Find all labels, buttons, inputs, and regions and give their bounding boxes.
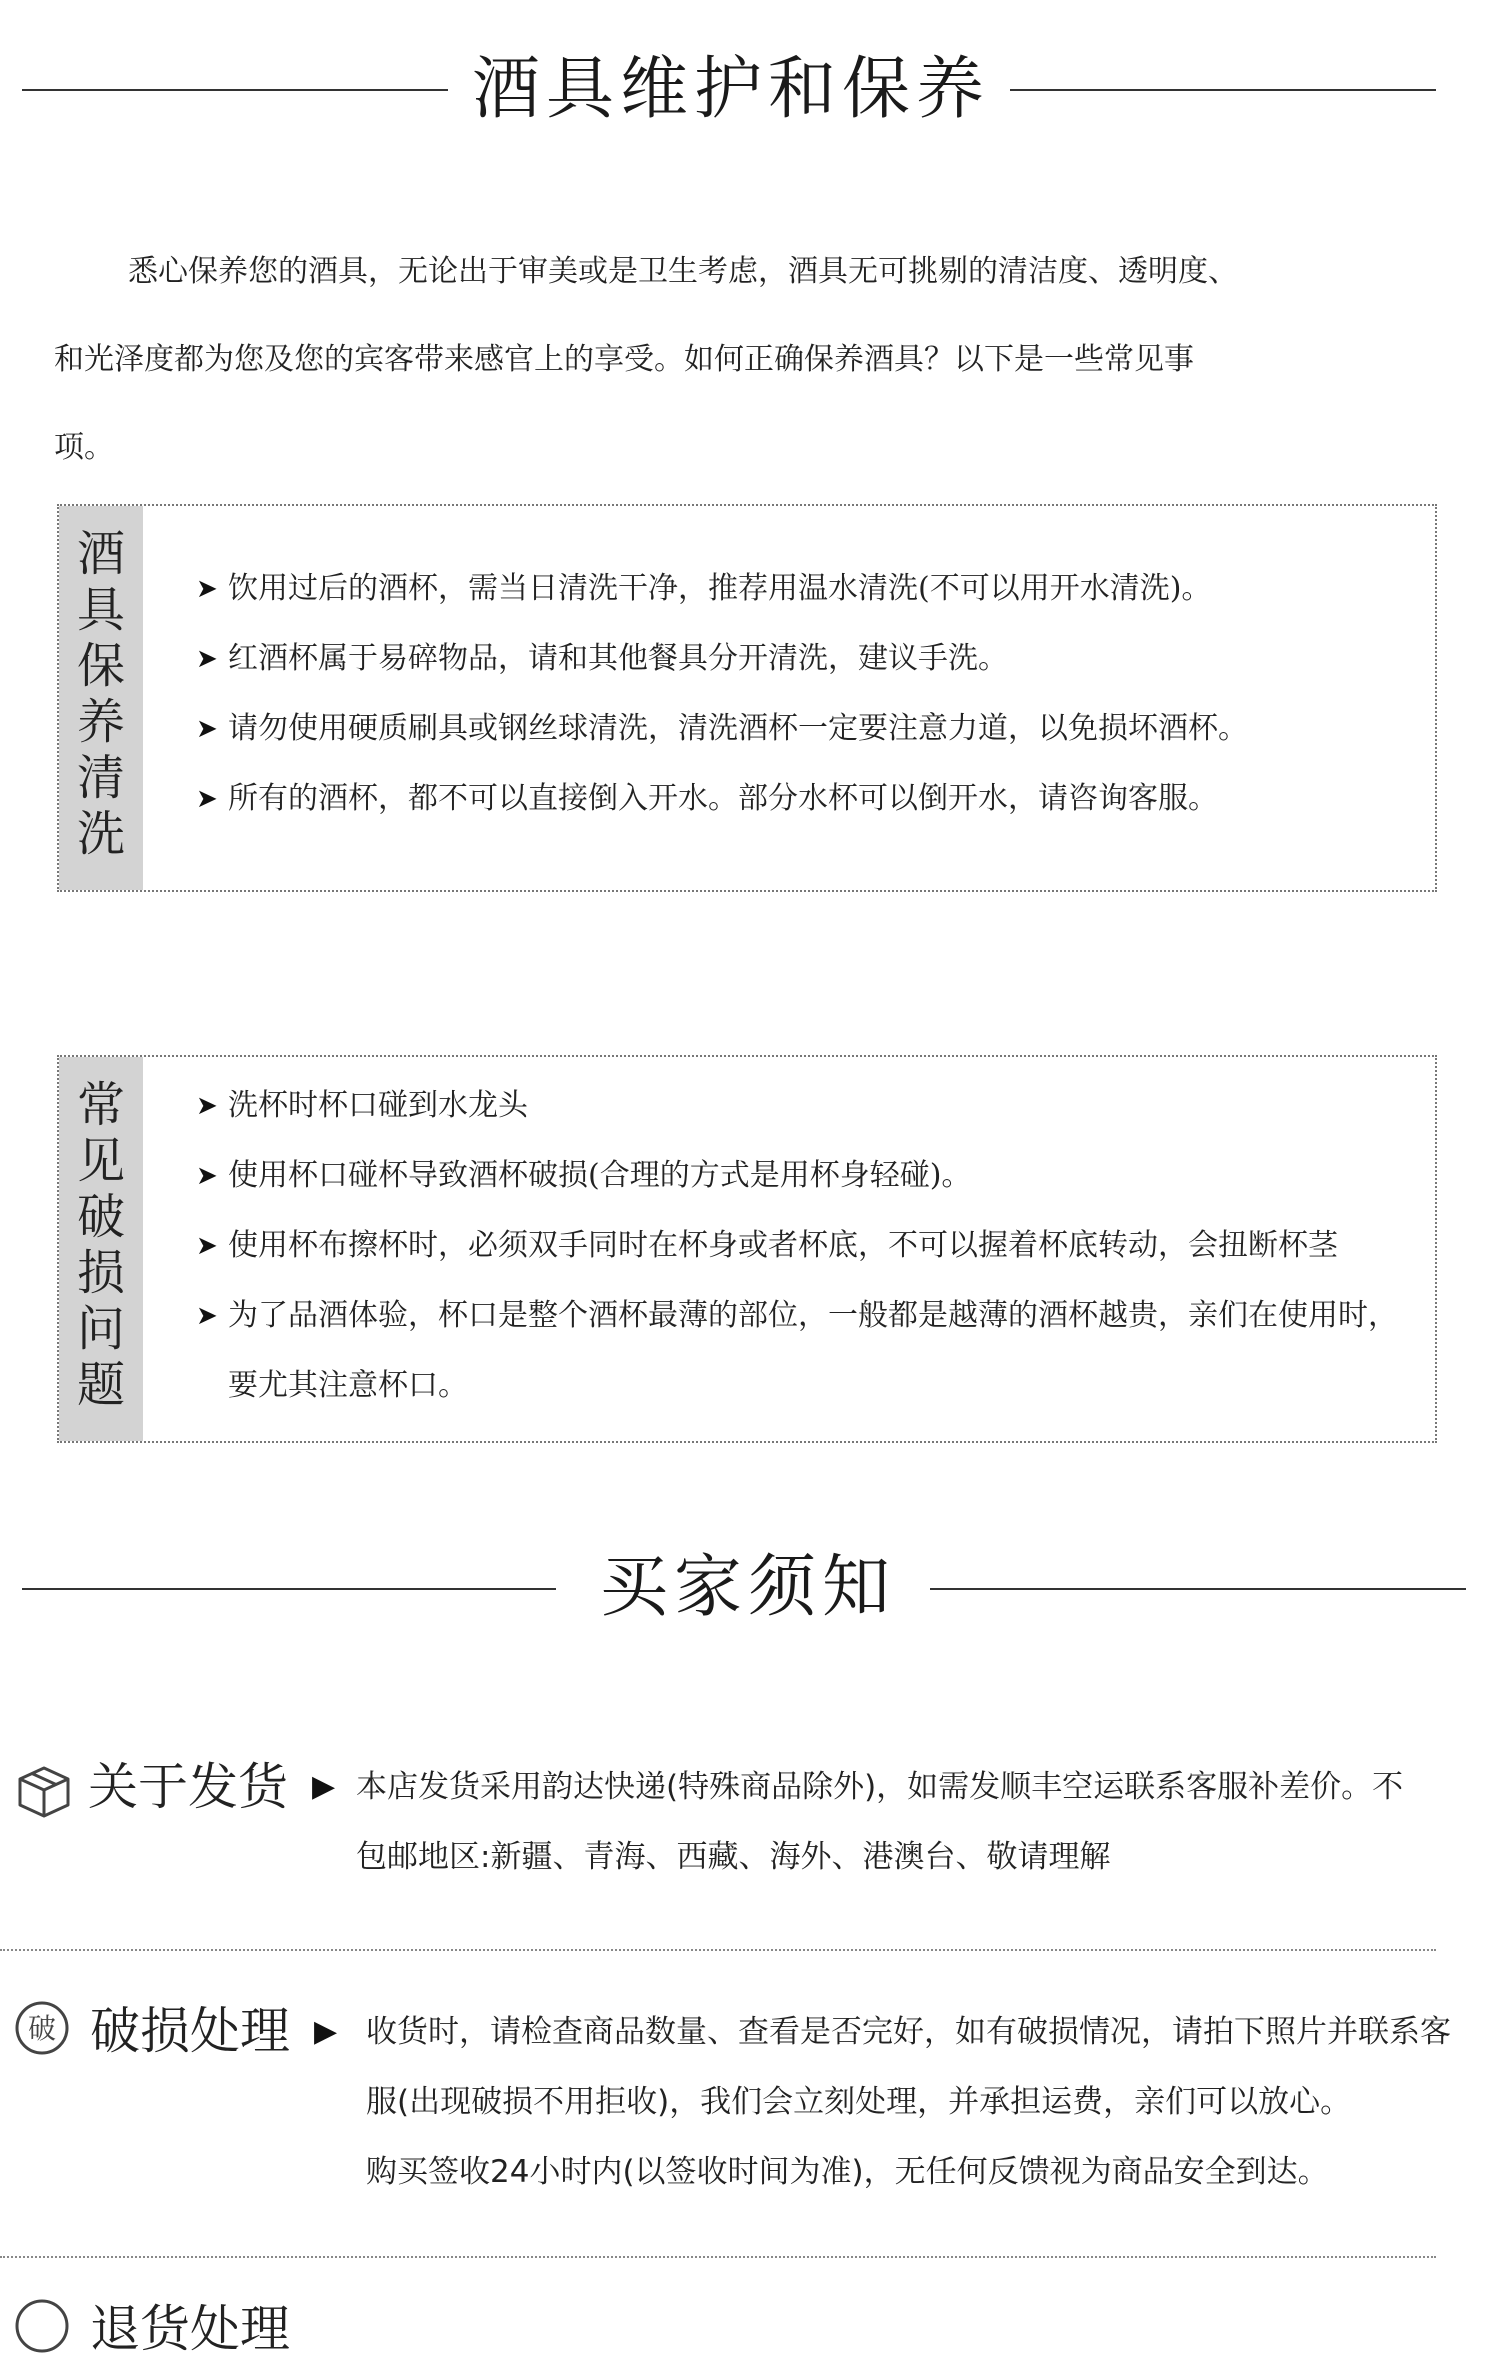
shipping-title: 关于发货 [88,1758,288,1816]
section2-title: 买家须知 [600,1548,897,1627]
section2-left-rule [22,1588,556,1590]
bullet-arrow-icon: ➤ [196,1231,218,1261]
cleaning-side-panel [59,506,143,890]
list-item: ➤ 请勿使用硬质刷具或钢丝球清洗，清洗酒杯一定要注意力道，以免损坏酒杯。 [196,694,1415,764]
bullet-arrow-icon: ➤ [196,714,218,744]
svg-text:破: 破 [27,2012,57,2045]
breakage-side-label: 常 见 破 损 问 题 [76,1077,125,1413]
intro-line-2: 和光泽度都为您及您的宾客带来感官上的享受。如何正确保养酒具？以下是一些常见事 [54,342,1194,377]
damage-text: 收货时，请检查商品数量、查看是否完好，如有破损情况，请拍下照片并联系客 服(出现破损不用拒收)，我们会立刻处理，并承担运费，亲们可以放心。 购买签收24小时内(以签收时间为准)，无任何反馈视为商品安全到达。 [366,2014,1451,2190]
list-item: ➤ 红酒杯属于易碎物品，请和其他餐具分开清洗，建议手洗。 [196,624,1415,694]
section1-right-rule [1010,89,1436,91]
section2-right-rule [930,1588,1466,1590]
list-item: ➤ 为了品酒体验，杯口是整个酒杯最薄的部位，一般都是越薄的酒杯越贵，亲们在使用时，要尤其注意杯口。 [196,1281,1415,1421]
intro-paragraph [54,228,1414,492]
triangle-right-icon: ▶ [314,2014,338,2049]
intro-line-3: 项。 [54,430,114,465]
bullet-arrow-icon: ➤ [196,574,218,604]
package-icon [16,1763,72,1819]
divider [0,1949,1436,1951]
intro-line-1: 悉心保养您的酒具，无论出于审美或是卫生考虑，酒具无可挑剔的清洁度、透明度、 [128,254,1238,289]
return-title: 退货处理 [90,2300,290,2358]
section1-left-rule [22,89,448,91]
return-icon [14,2298,70,2354]
cleaning-side-label: 酒 具 保 养 清 洗 [76,526,125,862]
list-item: ➤ 使用杯布擦杯时，必须双手同时在杯身或者杯底，不可以握着杯底转动，会扭断杯茎 [196,1211,1415,1281]
section1-title: 酒具维护和保养 [472,50,991,129]
list-item: ➤ 洗杯时杯口碰到水龙头 [196,1071,1415,1141]
cleaning-box [57,504,1437,892]
bullet-arrow-icon: ➤ [196,1091,218,1121]
bullet-arrow-icon: ➤ [196,644,218,674]
breakage-side-panel [59,1057,143,1441]
list-item: ➤ 使用杯口碰杯导致酒杯破损(合理的方式是用杯身轻碰)。 [196,1141,1415,1211]
breakage-list [196,1071,1415,1421]
list-item: ➤ 饮用过后的酒杯，需当日清洗干净，推荐用温水清洗(不可以用开水清洗)。 [196,554,1415,624]
list-item: ➤ 所有的酒杯，都不可以直接倒入开水。部分水杯可以倒开水，请咨询客服。 [196,764,1415,834]
bullet-arrow-icon: ➤ [196,1161,218,1191]
bullet-arrow-icon: ➤ [196,784,218,814]
triangle-right-icon: ▶ [312,1769,336,1804]
bullet-arrow-icon: ➤ [196,1301,218,1331]
po-badge-icon [14,2000,70,2056]
shipping-text: 本店发货采用韵达快递(特殊商品除外)，如需发顺丰空运联系客服补差价。不 包邮地区:新疆、青海、西藏、海外、港澳台、敬请理解 [356,1769,1404,1875]
breakage-box [57,1055,1437,1443]
cleaning-list [196,554,1415,834]
damage-title: 破损处理 [90,2002,290,2060]
divider [0,2256,1436,2258]
